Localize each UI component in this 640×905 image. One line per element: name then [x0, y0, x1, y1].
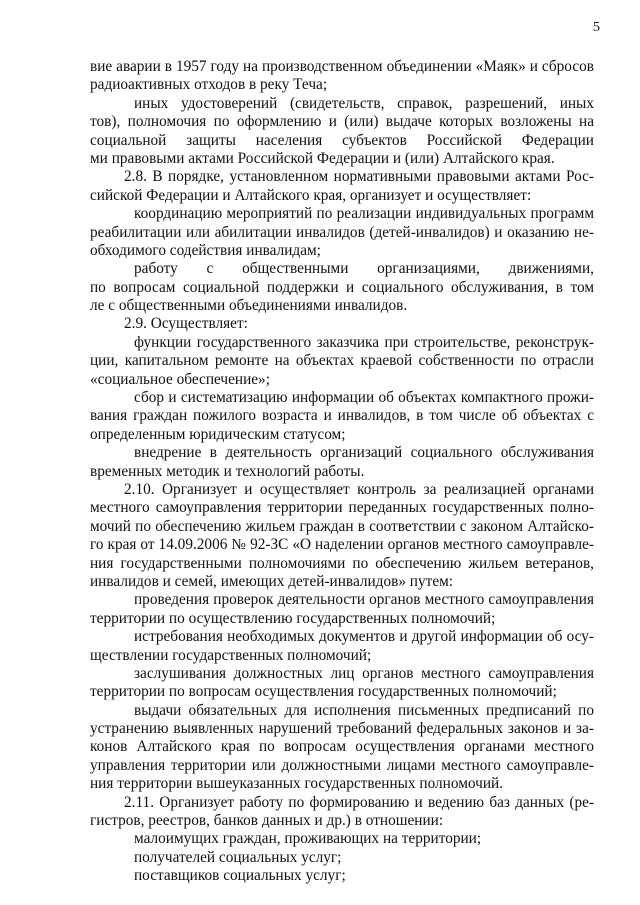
text-line: ции, капитальном ремонте на объектах краевой собственности по отрасли — [90, 352, 594, 370]
text-line: управления территории или должностными лицами местного самоуправле- — [90, 756, 594, 774]
text-line: по вопросам социальной поддержки и социального обслуживания, в том — [90, 278, 594, 296]
text-line: вания граждан пожилого возраста и инвалидов, в том числе об объектах с — [90, 407, 594, 425]
text-line: инвалидов и семей, имеющих детей-инвалидов» путем: — [90, 572, 454, 590]
text-line: поставщиков социальных услуг; — [134, 867, 346, 885]
text-line: 2.9. Осуществляет: — [124, 315, 248, 333]
text-line: социальной защиты населения субъектов Российской Федерации — [90, 131, 594, 149]
text-line: функции государственного заказчика при строительстве, реконструк- — [134, 333, 594, 351]
text-line: вие аварии в 1957 году на производственном объединении «Маяк» и сбросов — [90, 58, 594, 75]
text-line: мочий по обеспечению жильем граждан в соответствии с законом Алтайско- — [90, 517, 594, 535]
text-line: ществлении государственных полномочий; — [90, 646, 372, 664]
text-line: выдачи обязательных для исполнения письменных предписаний по — [134, 701, 594, 719]
text-line: местного самоуправления территории переданных государственных полно- — [90, 499, 594, 517]
text-line: гистров, реестров, банков данных и др.) в отношении: — [90, 812, 444, 830]
text-line: конов Алтайского края по вопросам осуществления органами местного — [90, 738, 594, 756]
text-line: территории по вопросам осуществления государственных полномочий; — [90, 683, 557, 701]
text-line: сийской Федерации и Алтайского края, организует и осуществляет: — [90, 186, 532, 204]
text-line: 2.10. Организует и осуществляет контроль за реализацией органами — [124, 480, 594, 498]
text-line: получателей социальных услуг; — [134, 848, 342, 866]
text-line: сбор и систематизацию информации об объектах компактного прожи- — [134, 389, 594, 407]
text-line: ми правовыми актами Российской Федерации и (или) Алтайского края. — [90, 149, 555, 167]
text-line: временных методик и технологий работы. — [90, 462, 365, 480]
text-line: территории по осуществлению государственных полномочий; — [90, 609, 496, 627]
page-number: 5 — [593, 20, 600, 35]
text-line: работу с общественными организациями, движениями, — [134, 260, 594, 278]
text-line: координацию мероприятий по реализации индивидуальных программ — [134, 205, 594, 223]
text-line: «социальное обеспечение»; — [90, 370, 270, 388]
text-line: ле с общественными объединениями инвалидов. — [90, 297, 408, 315]
text-line: ния территории вышеуказанных государственных полномочий. — [90, 775, 504, 793]
text-line: го края от 14.09.2006 № 92-ЗС «О наделении органов местного самоуправле- — [90, 536, 594, 554]
text-line: 2.8. В порядке, установленном нормативными правовыми актами Рос- — [124, 168, 594, 186]
text-line: внедрение в деятельность организаций социального обслуживания — [134, 444, 594, 462]
text-line: реабилитации или абилитации инвалидов (детей-инвалидов) и оказанию не- — [90, 223, 594, 241]
text-line: заслушивания должностных лиц органов местного самоуправления — [134, 664, 594, 682]
text-line: 2.11. Организует работу по формированию и ведению баз данных (ре- — [124, 793, 594, 811]
text-line: обходимого содействия инвалидам; — [90, 241, 321, 259]
text-line: иных удостоверений (свидетельств, справок, разрешений, иных — [134, 94, 594, 112]
text-line: истребования необходимых документов и другой информации об осу- — [134, 628, 594, 646]
text-line: устранению выявленных нарушений требований федеральных законов и за- — [90, 720, 594, 738]
text-line: радиоактивных отходов в реку Теча; — [90, 76, 328, 94]
text-line: определенным юридическим статусом; — [90, 425, 346, 443]
text-line: малоимущих граждан, проживающих на территории; — [134, 830, 482, 848]
text-line: проведения проверок деятельности органов местного самоуправления — [134, 591, 594, 609]
text-line: ния государственными полномочиями по обеспечению жильем ветеранов, — [90, 554, 594, 572]
document-body — [90, 58, 594, 886]
text-line: тов), полномочия по оформлению и (или) выдаче которых возложены на — [90, 113, 594, 131]
